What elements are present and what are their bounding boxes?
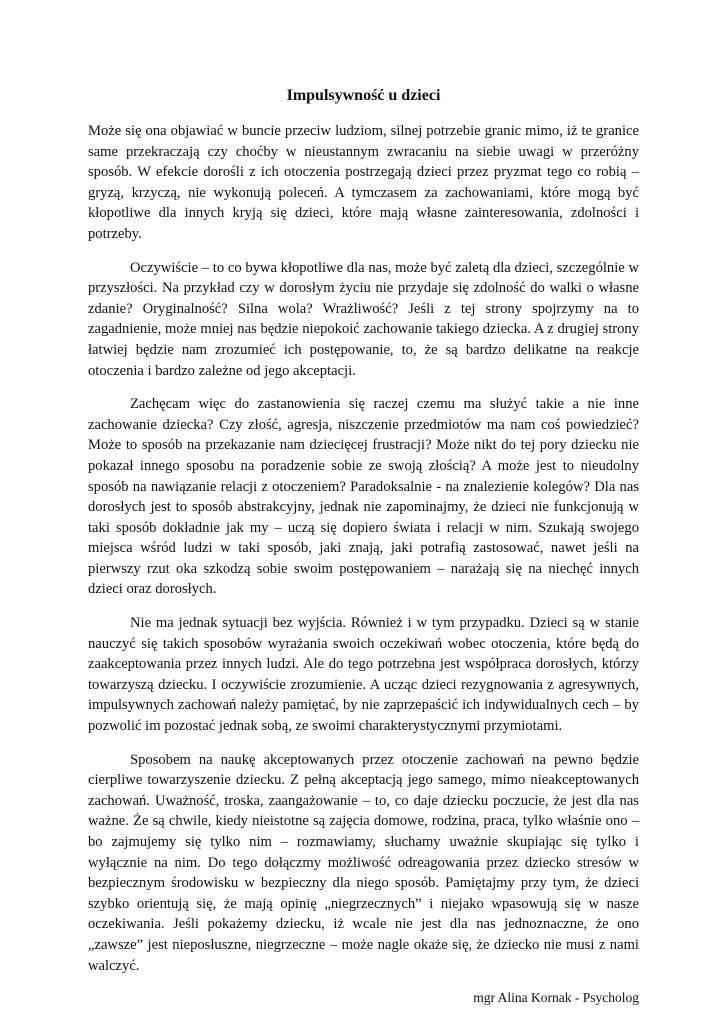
document-title: Impulsywność u dzieci bbox=[286, 87, 441, 104]
document-page bbox=[88, 86, 639, 1007]
paragraph-2: Oczywiście – to co bywa kłopotliwe dla nas, może być zaletą dla dzieci, szczególnie w przyszłości. Na przykład czy w dorosłym życiu nie przydaje się zdolność do walki o własne zdanie? Oryginalność? Silna wola? Wrażliwość? Jeśli z tej strony spojrzymy na to zagadnienie, może mniej nas będzie niepokoić zachowanie takiego dziecka. A z drugiej strony łatwiej będzie nam zrozumieć ich postępowanie, to, że są bardzo delikatne na reakcje otoczenia i bardzo zależne od jego akceptacji. bbox=[88, 259, 639, 379]
paragraph-5: Sposobem na naukę akceptowanych przez otoczenie zachowań na pewno będzie cierpliwe towarzyszenie dziecku. Z pełną akceptacją jego samego, mimo nieakceptowanych zachowań. Uważność, troska, zaangażowanie – to, co daje dziecku poczucie, że jest dla nas ważne. Że są chwile, kiedy nieistotne są zajęcia domowe, rodzina, praca, tylko właśnie ono – bo zajmujemy się tylko nim – rozmawiamy, słuchamy uważnie skupiając się tylko i wyłącznie na nim. Do tego dołączmy możliwość odreagowania przez dziecko stresów w bezpiecznym środowisku w bezpieczny dla niego sposób. Pamiętajmy przy tym, że dzieci szybko orientują się, że mają opinię „niegrzecznych” i niejako wpasowują się w nasze oczekiwania. Jeśli pokażemy dziecku, iż wcale nie jest dla nas jednoznaczne, że ono „zawsze” jest nieposłuszne, niegrzeczne – może nagle okaże się, że dziecko nie musi z nami walczyć. bbox=[88, 751, 639, 974]
paragraph-4: Nie ma jednak sytuacji bez wyjścia. Również i w tym przypadku. Dzieci są w stanie nauczyć się takich sposobów wyrażania swoich oczekiwań wobec otoczenia, które będą do zaakceptowania przez innych ludzi. Ale do tego potrzebna jest współpraca dorosłych, którzy towarzyszą dziecku. I oczywiście zrozumienie. A ucząc dzieci rezygnowania z agresywnych, impulsywnych zachowań należy pamiętać, by nie zaprzepaścić ich indywidualnych cech – by pozwolić im pozostać jednak sobą, ze swoimi charakterystycznymi przymiotami. bbox=[88, 615, 639, 735]
author-signature: mgr Alina Kornak - Psycholog bbox=[473, 990, 639, 1006]
paragraph-1: Może się ona objawiać w buncie przeciw ludziom, silnej potrzebie granic mimo, iż te granice same przekraczają czy choćby w nieustannym zwracaniu na siebie uwagi w przeróżny sposób. W efekcie dorośli z ich otoczenia postrzegają dzieci przez pryzmat tego co robią – gryzą, krzyczą, nie wykonują poleceń. A tymczasem za zachowaniami, które mogą być kłopotliwe dla innych kryją się dzieci, które mają własne zainteresowania, zdolności i potrzeby. bbox=[88, 123, 639, 242]
paragraph-3: Zachęcam więc do zastanowienia się raczej czemu ma służyć takie a nie inne zachowanie dziecka? Czy złość, agresja, niszczenie przedmiotów ma nam coś powiedzieć? Może to sposób na przekazanie nam dziecięcej frustracji? Może nikt do tej pory dziecku nie pokazał innego sposobu na poradzenie sobie ze swoją złością? A może jest to nieudolny sposób na nawiązanie relacji z otoczeniem? Paradoksalnie - na znalezienie kolegów? Dla nas dorosłych jest to sposób abstrakcyjny, jednak nie zapominajmy, że dzieci nie funkcjonują w taki sposób dokładnie jak my – uczą się dopiero świata i relacji w nim. Szukają swojego miejsca wśród ludzi w taki sposób, jaki znają, jaki potrafią zastosować, nawet jeśli na pierwszy rzut oka szkodzą sobie swoim postępowaniem – narażają się na niechęć innych dzieci oraz dorosłych. bbox=[88, 396, 639, 598]
